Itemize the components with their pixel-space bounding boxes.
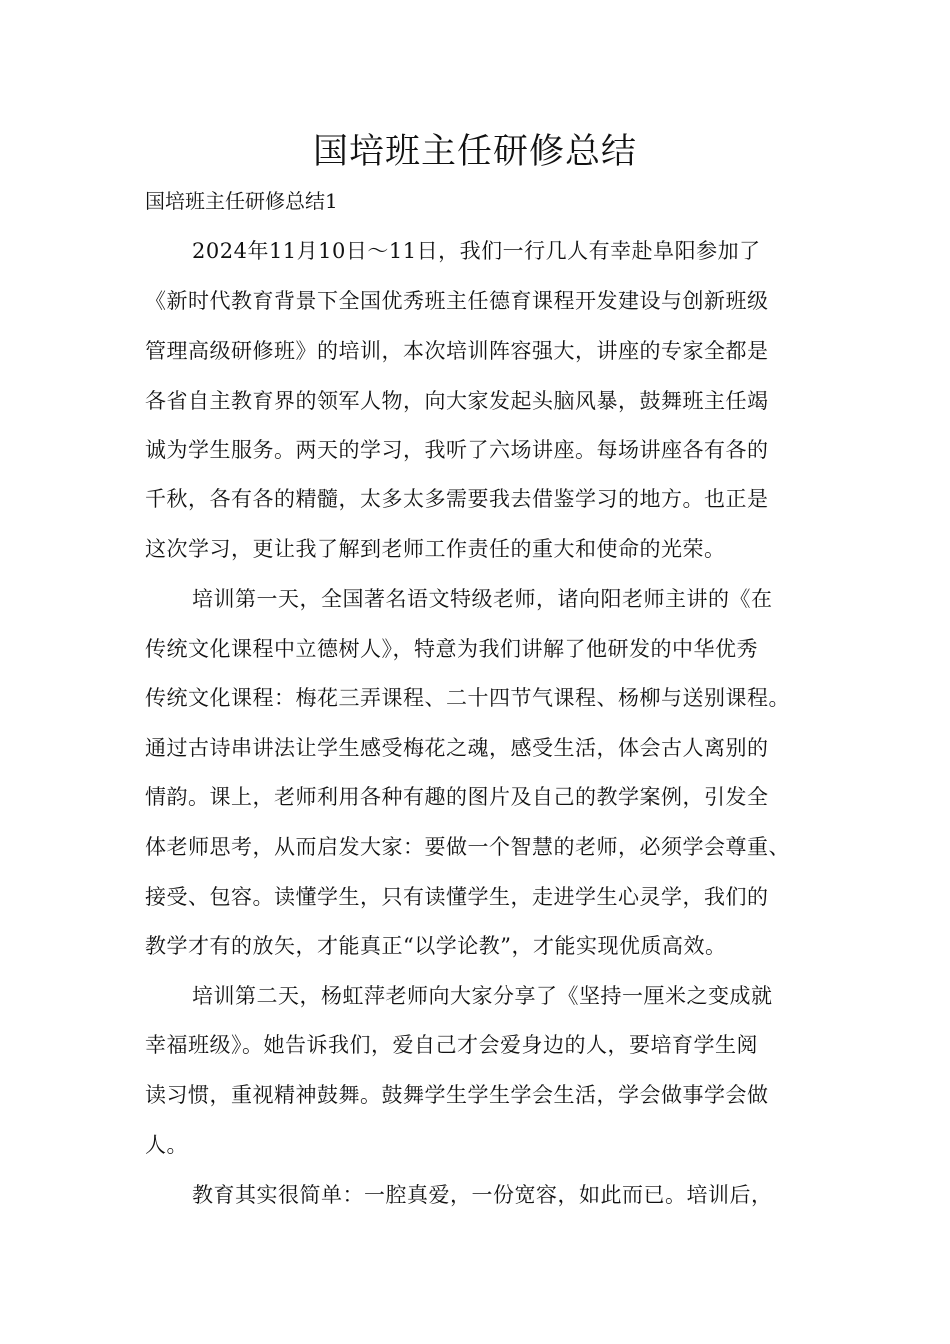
paragraph-line: 教育其实很简单：一腔真爱，一份宽容，如此而已。培训后，: [192, 1183, 773, 1207]
paragraph-line: 管理高级研修班》的培训，本次培训阵容强大，讲座的专家全都是: [145, 339, 769, 363]
paragraph-line: 情韵。课上，老师利用各种有趣的图片及自己的教学案例，引发全: [145, 785, 769, 809]
paragraph-line: 《新时代教育背景下全国优秀班主任德育课程开发建设与创新班级: [145, 289, 769, 313]
paragraph-line: 各省自主教育界的领军人物，向大家发起头脑风暴，鼓舞班主任竭: [145, 389, 769, 413]
document-title: 国培班主任研修总结: [312, 132, 637, 172]
paragraph-line: 接受、包容。读懂学生，只有读懂学生，走进学生心灵学，我们的: [145, 885, 769, 909]
paragraph-line: 通过古诗串讲法让学生感受梅花之魂，感受生活，体会古人离别的: [145, 736, 769, 760]
paragraph-line: 传统文化课程：梅花三弄课程、二十四节气课程、杨柳与送别课程。: [145, 686, 790, 710]
paragraph-line: 诚为学生服务。两天的学习，我听了六场讲座。每场讲座各有各的: [145, 438, 769, 462]
paragraph-line: 教学才有的放矢，才能真正“以学论教”，才能实现优质高效。: [145, 934, 727, 958]
paragraph-line: 这次学习，更让我了解到老师工作责任的重大和使命的光荣。: [145, 537, 726, 561]
paragraph-line: 培训第二天，杨虹萍老师向大家分享了《坚持一厘米之变成就: [192, 984, 773, 1008]
paragraph-line: 幸福班级》。她告诉我们，爱自己才会爱身边的人，要培育学生阅: [145, 1033, 758, 1057]
paragraph-line: 传统文化课程中立德树人》，特意为我们讲解了他研发的中华优秀: [145, 637, 758, 661]
document-subtitle: 国培班主任研修总结1: [145, 189, 338, 213]
paragraph-line: 人。: [145, 1133, 188, 1157]
paragraph-line: 读习惯，重视精神鼓舞。鼓舞学生学生学会生活，学会做事学会做: [145, 1083, 769, 1107]
paragraph-line: 培训第一天，全国著名语文特级老师，诸向阳老师主讲的《在: [192, 587, 773, 611]
paragraph-line: 2024年11月10日～11日，我们一行几人有幸赴阜阳参加了: [192, 239, 761, 263]
paragraph-line: 千秋，各有各的精髓，太多太多需要我去借鉴学习的地方。也正是: [145, 487, 769, 511]
paragraph-line: 体老师思考，从而启发大家：要做一个智慧的老师，必须学会尊重、: [145, 835, 790, 859]
